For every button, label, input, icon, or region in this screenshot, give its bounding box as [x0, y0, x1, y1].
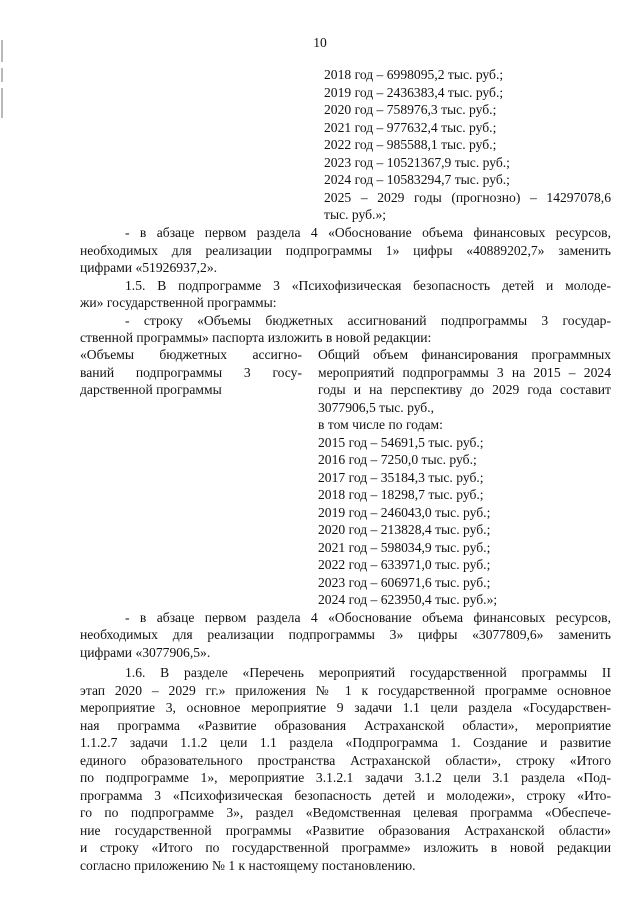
text-line: единого образовательного пространства Астраханской области», строку «Итого	[80, 753, 611, 768]
year-line: 2021 год – 598034,9 тыс. руб.;	[318, 540, 491, 555]
text-line: 3077906,5 тыс. руб.,	[318, 400, 435, 415]
year-line: 2023 год – 10521367,9 тыс. руб.;	[324, 155, 510, 170]
year-line: 2017 год – 35184,3 тыс. руб.;	[318, 470, 484, 485]
year-line: 2020 год – 213828,4 тыс. руб.;	[318, 522, 491, 537]
page-number: 10	[313, 35, 327, 50]
text-line: необходимых для реализации подпрограммы 3» цифры «3077809,6» заменить	[80, 627, 611, 642]
year-line: 2015 год – 54691,5 тыс. руб.;	[318, 435, 484, 450]
year-line: 2018 год – 6998095,2 тыс. руб.;	[324, 67, 504, 82]
forecast-line: 2025 – 2029 годы (прогнозно) – 14297078,6	[324, 190, 611, 205]
text-line: необходимых для реализации подпрограммы 1» цифры «40889202,7» заменить	[80, 243, 611, 258]
scan-margin-marks	[1, 40, 4, 160]
text-line: ная программа «Развитие образования Астраханской области», мероприятие	[80, 718, 611, 733]
text-line: - в абзаце первом раздела 4 «Обоснование объема финансовых ресурсов,	[125, 610, 611, 625]
text-line: ваний подпрограммы 3 госу-	[80, 365, 302, 380]
text-line: ние государственной программы «Развитие образования Астраханской области»	[80, 823, 611, 838]
year-line: 2018 год – 18298,7 тыс. руб.;	[318, 487, 484, 502]
text-line: и строку «Итого по государственной программе» изложить в новой редакции	[80, 840, 611, 855]
text-line: цифрами «3077906,5».	[80, 645, 211, 660]
text-line: 1.5. В подпрограмме 3 «Психофизическая безопасность детей и молоде-	[125, 278, 611, 293]
text-line: мероприятий подпрограммы 3 на 2015 – 2024	[318, 365, 611, 380]
text-line: - строку «Объемы бюджетных ассигнований подпрограммы 3 государ-	[125, 313, 611, 328]
year-line: 2019 год – 2436383,4 тыс. руб.;	[324, 85, 504, 100]
year-line: 2024 год – 623950,4 тыс. руб.»;	[318, 592, 498, 607]
year-line: 2022 год – 633971,0 тыс. руб.;	[318, 557, 491, 572]
text-line: согласно приложению № 1 к настоящему постановлению.	[80, 858, 416, 873]
text-line: - в абзаце первом раздела 4 «Обоснование объема финансовых ресурсов,	[125, 225, 611, 240]
forecast-line-end: тыс. руб.»;	[324, 207, 387, 222]
text-line: жи» государственной программы:	[80, 295, 277, 310]
year-line: 2021 год – 977632,4 тыс. руб.;	[324, 120, 497, 135]
text-line: «Объемы бюджетных ассигно-	[80, 347, 302, 362]
text-line: годы и на перспективу до 2029 года составит	[318, 382, 611, 397]
text-line: цифрами «51926937,2».	[80, 260, 218, 275]
text-line: по подпрограмме 1», мероприятие 3.1.2.1 задачи 3.1.2 цели 3.1 раздела «Под-	[80, 770, 611, 785]
year-line: 2016 год – 7250,0 тыс. руб.;	[318, 452, 477, 467]
year-line: 2023 год – 606971,6 тыс. руб.;	[318, 575, 491, 590]
year-line: 2022 год – 985588,1 тыс. руб.;	[324, 137, 497, 152]
text-line: ственной программы» паспорта изложить в новой редакции:	[80, 330, 432, 345]
year-line: 2024 год – 10583294,7 тыс. руб.;	[324, 172, 510, 187]
year-line: 2019 год – 246043,0 тыс. руб.;	[318, 505, 491, 520]
text-line: 1.1.2.7 задачи 1.1.2 цели 1.1 раздела «Подпрограмма 1. Создание и развитие	[80, 735, 611, 750]
text-line: Общий объем финансирования программных	[318, 347, 611, 362]
text-line: го по подпрограмме 3», раздел «Ведомственная целевая программа «Обеспече-	[80, 805, 611, 820]
text-line: мероприятие 3, основное мероприятие 9 задачи 1.1 цели раздела «Государствен-	[80, 700, 611, 715]
text-line: дарственной программы	[80, 382, 222, 397]
year-line: 2020 год – 758976,3 тыс. руб.;	[324, 102, 497, 117]
text-line: программа 3 «Психофизическая безопасность детей и молодежи», строку «Ито-	[80, 788, 611, 803]
text-line: этап 2020 – 2029 гг.» приложения № 1 к государственной программе основное	[80, 683, 611, 698]
text-line: 1.6. В разделе «Перечень мероприятий государственной программы II	[125, 665, 611, 680]
text-line: в том числе по годам:	[318, 417, 443, 432]
